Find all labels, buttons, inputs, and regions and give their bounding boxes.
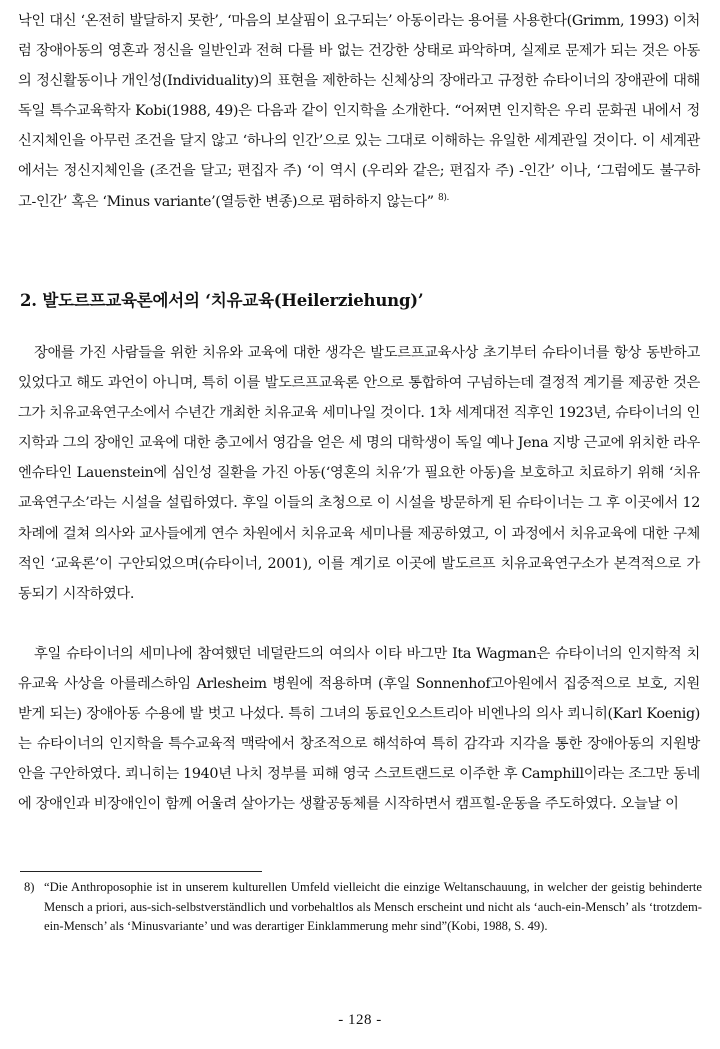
footnote-number: 8)	[24, 880, 35, 894]
page-number: - 128 -	[338, 1012, 382, 1028]
paragraph-text: 낙인 대신 ‘온전히 발달하지 못한’, ‘마음의 보살핌이 요구되는’ 아동이라는 용어를 사용한다(Grimm, 1993) 이처럼 장애아동의 영혼과 정신을 일반인과 전혀 다를 바 없는 건강한 상태로 파악하며, 실제로 문제가 되는 것은 아동의 정신활동이나 개인성(Individuality)의 표현을 제한하는 신체상의 장애라고 규정한 슈타이너의 장애관에 대해 독일 특수교육학자 Kobi(1988, 49)은 다음과 같이 인지학을 소개한다. “어쩌면 인지학은 우리 문화권 내에서 정신지체인을 아무런 조건을 달지 않고 ‘하나의 인간’으로 있는 그대로 이해하는 유일한 세계관일 것이다. 이 세계관에서는 정신지체인을 (조건을 달고; 편집자 주) ‘이 역시 (우리와 같은; 편집자 주) -인간’ 이나, ‘그럼에도 불구하고-인간’ 혹은 ‘Minus variante’(열등한 변종)으로 폄하하지 않는다”	[18, 13, 700, 210]
footnote	[24, 878, 702, 937]
footnote-text: “Die Anthroposophie ist in unserem kulturellen Umfeld vielleicht die einzige Weltanschauung, in welcher der geistig behinderte Mensch a priori, aus-sich-selbstverständlich und vorbehaltlos als Mensch erscheint und nicht als ‘auch-ein-Mensch’ als ‘trotzdem-ein-Mensch’ als ‘Minusvariante’ und was derartiger Einklammerung mehr sind”(Kobi, 1988, S. 49).	[44, 880, 702, 933]
body-paragraph: 장애를 가진 사람들을 위한 치유와 교육에 대한 생각은 발도르프교육사상 초기부터 슈타이너를 항상 동반하고 있었다고 해도 과언이 아니며, 특히 이를 발도르프교육론 안으로 통합하여 구넘하는데 결정적 계기를 제공한 것은 그가 치유교육연구소에서 수년간 개최한 치유교육 세미나일 것이다. 1차 세계대전 직후인 1923년, 슈타이너의 인지학과 그의 장애인 교육에 대한 충고에서 영감을 얻은 세 명의 대학생이 독일 예나 Jena 지방 근교에 위치한 라우엔슈타인 Lauenstein에 심인성 질환을 가진 아동(‘영혼의 치유’가 필요한 아동)을 보호하고 치료하기 위해 ‘치유교육연구소’라는 시설을 설립하였다. 후일 이들의 초청으로 이 시설을 방문하게 된 슈타이너는 그 후 이곳에서 12차례에 걸쳐 의사와 교사들에게 연수 차원에서 치유교육 세미나를 제공하였고, 이 과정에서 치유교육에 대한 구체적인 ‘교육론’이 구안되었으며(슈타이너, 2001), 이를 계기로 이곳에 발도르프 치유교육연구소가 본격적으로 가동되기 시작하였다.	[18, 345, 700, 602]
footnote-divider	[20, 871, 262, 872]
section-heading: 2. 발도르프교육론에서의 ‘치유교육(Heilerziehung)’	[20, 291, 424, 310]
body-paragraph	[18, 6, 700, 217]
body-paragraph: 후일 슈타이너의 세미나에 참여했던 네덜란드의 여의사 이타 바그만 Ita Wagman은 슈타이너의 인지학적 치유교육 사상을 아를레스하임 Arlesheim 병원에 적용하며 (후일 Sonnenhof고아원에서 집중적으로 보호, 지원 받게 되는) 장애아동 수용에 발 벗고 나섰다. 특히 그녀의 동료인오스트리아 비엔나의 의사 쾨니히(Karl Koenig)는 슈타이너의 인지학을 특수교육적 맥락에서 창조적으로 해석하여 특히 감각과 지각을 통한 장애아동의 지원방안을 구안하였다. 쾨니히는 1940년 나치 정부를 피해 영국 스코트랜드로 이주한 후 Camphill이라는 조그만 동네에 장애인과 비장애인이 함께 어울려 살아가는 생활공동체를 시작하면서 캠프힐-운동을 주도하였다. 오늘날 이	[18, 646, 700, 813]
footnote-reference: 8).	[437, 192, 450, 203]
